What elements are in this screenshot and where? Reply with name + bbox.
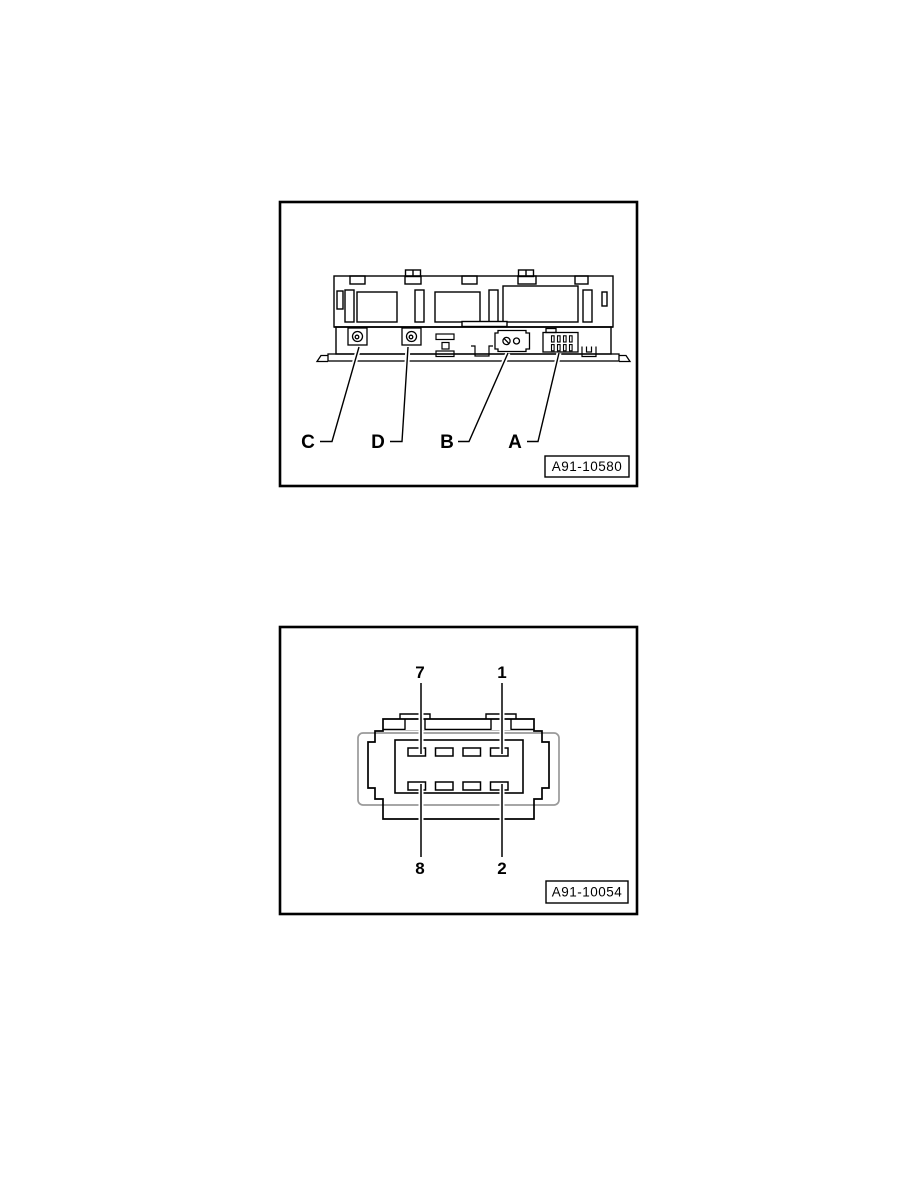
rail bbox=[489, 290, 498, 322]
pin-field bbox=[552, 336, 573, 351]
connector-label-d: D bbox=[371, 432, 385, 453]
device-body bbox=[317, 270, 630, 362]
tab-top-left bbox=[400, 714, 430, 730]
bay-opening bbox=[357, 292, 397, 322]
pin-label-1: 1 bbox=[497, 663, 507, 682]
rail bbox=[345, 290, 354, 322]
connector-label-b: B bbox=[440, 432, 454, 453]
rail bbox=[583, 290, 592, 322]
pin-label-2: 2 bbox=[497, 859, 507, 878]
pin-leader-lines bbox=[421, 683, 502, 857]
top-tab bbox=[405, 276, 421, 284]
retainer-clip bbox=[582, 347, 596, 357]
side-slot bbox=[337, 291, 343, 309]
figure-2-pinout bbox=[280, 627, 637, 914]
top-tab bbox=[575, 276, 588, 284]
pin-1 bbox=[491, 748, 509, 756]
ref-label-fig2: A91-10054 bbox=[551, 884, 623, 900]
side-slot bbox=[602, 292, 607, 306]
division-sliver bbox=[462, 322, 507, 327]
connector-label-c: C bbox=[301, 432, 315, 453]
pin-label-8: 8 bbox=[415, 859, 425, 878]
figure-2-border bbox=[280, 627, 637, 914]
screw-slash bbox=[504, 338, 509, 343]
mounting-rail bbox=[317, 354, 630, 362]
pin-grid bbox=[408, 748, 508, 790]
ref-label-fig1: A91-10580 bbox=[551, 459, 623, 474]
figure-1-rear-view bbox=[280, 202, 637, 486]
pin-label-7: 7 bbox=[415, 663, 425, 682]
bay-opening bbox=[503, 286, 578, 322]
connector-b bbox=[495, 331, 530, 352]
connector-label-a: A bbox=[508, 432, 522, 453]
top-tab bbox=[350, 276, 365, 284]
connector-a bbox=[543, 329, 578, 353]
rail-foot-left bbox=[317, 356, 328, 362]
pin-2 bbox=[491, 782, 509, 790]
ref-box-fig1 bbox=[545, 456, 629, 477]
connector-c bbox=[348, 328, 367, 345]
rail bbox=[415, 290, 424, 322]
rail-foot-right bbox=[619, 356, 630, 362]
pin-top-3 bbox=[463, 748, 481, 756]
top-tab bbox=[518, 276, 536, 284]
connector-d bbox=[402, 328, 421, 345]
bay-opening bbox=[435, 292, 480, 322]
connector-housing-outline bbox=[358, 733, 559, 805]
vent-slots bbox=[436, 334, 454, 357]
pin-bottom-2 bbox=[436, 782, 454, 790]
top-tab bbox=[462, 276, 477, 284]
ref-box-fig2 bbox=[546, 881, 628, 903]
pin-top-2 bbox=[436, 748, 454, 756]
pin-bottom-3 bbox=[463, 782, 481, 790]
